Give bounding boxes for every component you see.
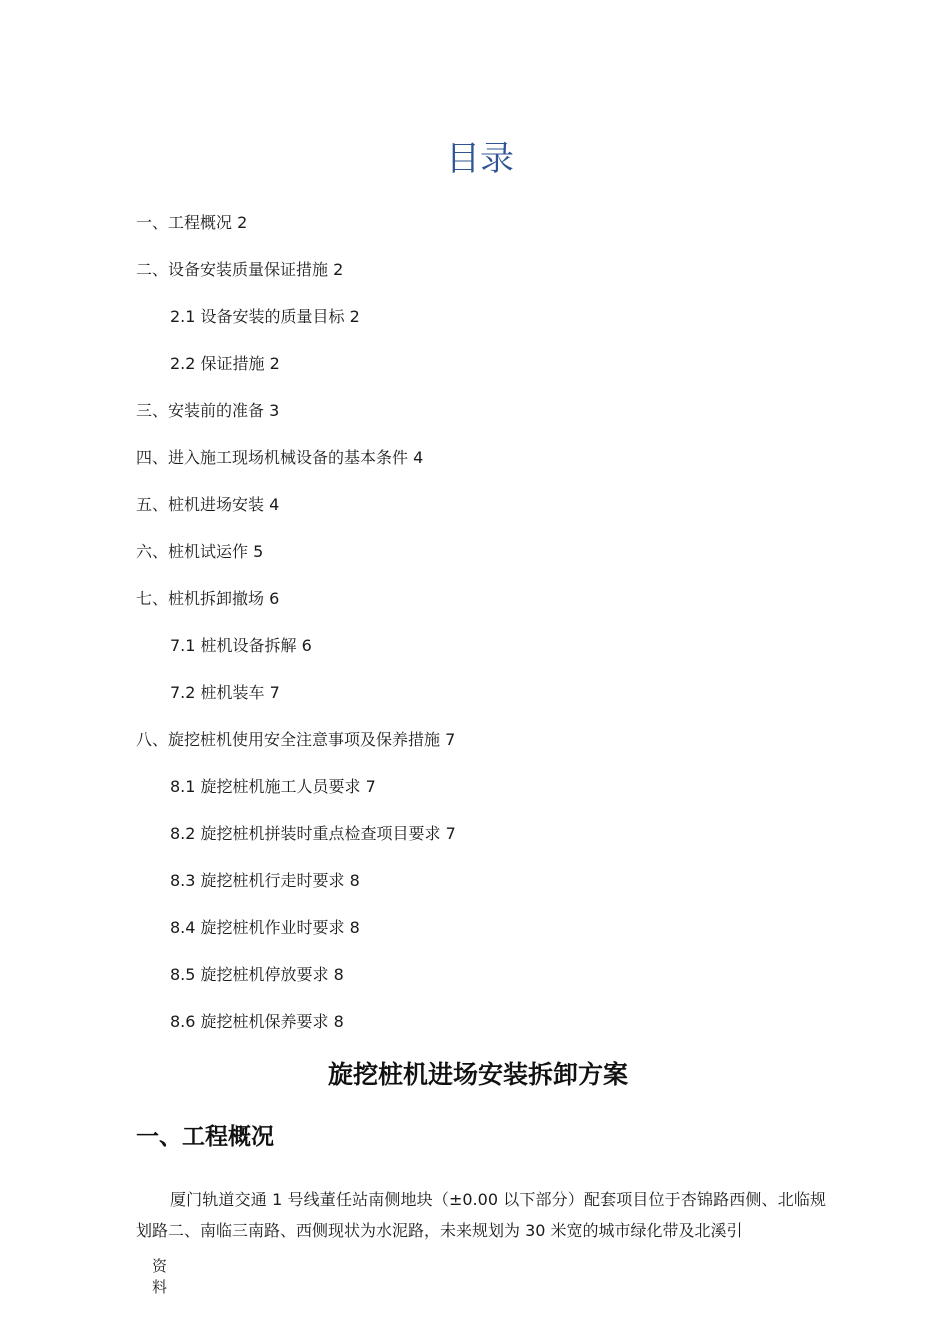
toc-item[interactable]: 7.1 桩机设备拆解 6 xyxy=(170,636,312,655)
toc-list xyxy=(136,211,456,1057)
toc-item[interactable]: 五、桩机进场安装 4 xyxy=(136,495,280,514)
toc-item[interactable]: 六、桩机试运作 5 xyxy=(136,542,264,561)
toc-item[interactable]: 八、旋挖桩机使用安全注意事项及保养措施 7 xyxy=(136,730,456,749)
toc-item[interactable]: 七、桩机拆卸撤场 6 xyxy=(136,589,280,608)
toc-item[interactable]: 8.1 旋挖桩机施工人员要求 7 xyxy=(170,777,376,796)
document-title: 旋挖桩机进场安装拆卸方案 xyxy=(327,1060,628,1089)
toc-item[interactable]: 7.2 桩机装车 7 xyxy=(170,683,280,702)
section-heading: 一、工程概况 xyxy=(136,1124,274,1150)
body-paragraph: 厦门轨道交通 1 号线董任站南侧地块（±0.00 以下部分）配套项目位于杏锦路西侧、北临规划路二、南临三南路、西侧现状为水泥路，未来规划为 30 米宽的城市绿化带及北溪引 xyxy=(136,1190,826,1240)
toc-item[interactable]: 四、进入施工现场机械设备的基本条件 4 xyxy=(136,448,424,467)
toc-item[interactable]: 8.4 旋挖桩机作业时要求 8 xyxy=(170,918,360,937)
footer-mark: 资料 xyxy=(152,1257,168,1296)
toc-item[interactable]: 8.6 旋挖桩机保养要求 8 xyxy=(170,1012,344,1031)
toc-item[interactable]: 2.2 保证措施 2 xyxy=(170,354,280,373)
toc-item[interactable]: 8.2 旋挖桩机拼装时重点检查项目要求 7 xyxy=(170,824,456,843)
toc-item[interactable]: 一、工程概况 2 xyxy=(136,213,248,232)
toc-item[interactable]: 二、设备安装质量保证措施 2 xyxy=(136,260,344,279)
toc-item[interactable]: 2.1 设备安装的质量目标 2 xyxy=(170,307,360,326)
toc-item[interactable]: 8.3 旋挖桩机行走时要求 8 xyxy=(170,871,360,890)
toc-item[interactable]: 8.5 旋挖桩机停放要求 8 xyxy=(170,965,344,984)
toc-item[interactable]: 三、安装前的准备 3 xyxy=(136,401,280,420)
toc-title: 目录 xyxy=(446,139,514,179)
